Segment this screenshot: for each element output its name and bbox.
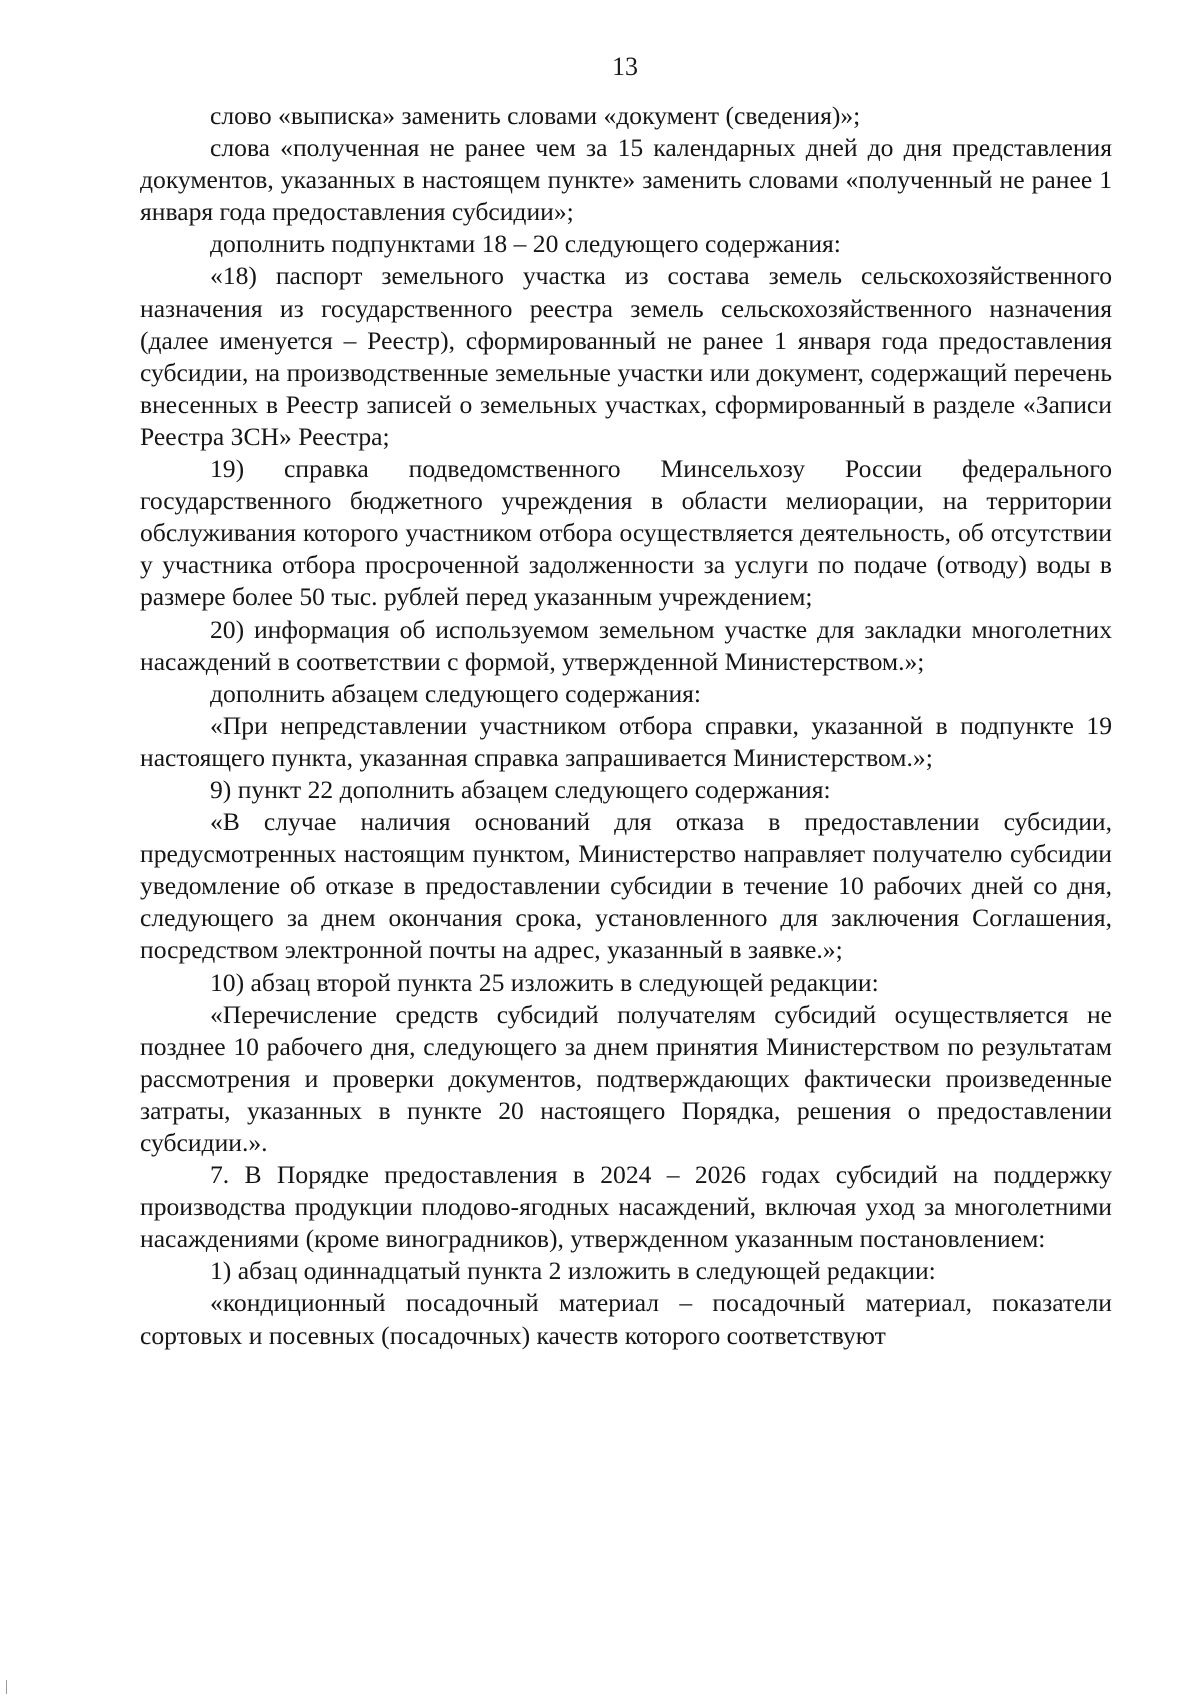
paragraph: «При непредставлении участником отбора справки, указанной в подпункте 19 настоящего пункта, указанная справка запрашивается Министерством.»; — [140, 710, 1112, 772]
paragraph: 10) абзац второй пункта 25 изложить в следующей редакции: — [210, 967, 879, 997]
paragraph: 1) абзац одиннадцатый пункта 2 изложить в следующей редакции: — [210, 1256, 936, 1286]
paragraph: слова «полученная не ранее чем за 15 календарных дней до дня представления документов, указанных в настоящем пункте» заменить словами «полученный не ранее 1 января года предоставления субсидии»; — [140, 133, 1112, 227]
paragraph: дополнить абзацем следующего содержания: — [210, 678, 702, 708]
paragraph: дополнить подпунктами 18 – 20 следующего содержания: — [210, 229, 841, 259]
document-body — [140, 100, 1112, 1352]
scan-edge-mark — [6, 1680, 7, 1694]
paragraph: 7. В Порядке предоставления в 2024 – 2026 годах субсидий на поддержку производства продукции плодово-ягодных насаждений, включая уход за многолетними насаждениями (кроме виноградников), утвержденном указанным постановлением: — [140, 1160, 1112, 1254]
paragraph: 19) справка подведомственного Минсельхозу России федерального государственного бюджетного учреждения в области мелиорации, на территории обслуживания которого участником отбора осуществляется деятельность, об отсутствии у участника отбора просроченной задолженности за услуги по подаче (отводу) воды в размере более 50 тыс. рублей перед указанным учреждением; — [140, 454, 1112, 612]
paragraph: «Перечисление средств субсидий получателям субсидий осуществляется не позднее 10 рабочего дня, следующего за днем принятия Министерством по результатам рассмотрения и проверки документов, подтверждающих фактически произведенные затраты, указанных в пункте 20 настоящего Порядка, решения о предоставлении субсидии.». — [140, 999, 1112, 1157]
paragraph: «кондиционный посадочный материал – посадочный материал, показатели сортовых и посевных (посадочных) качеств которого соответствуют — [140, 1288, 1112, 1350]
paragraph: 9) пункт 22 дополнить абзацем следующего содержания: — [210, 774, 831, 804]
paragraph: «В случае наличия оснований для отказа в предоставлении субсидии, предусмотренных настоящим пунктом, Министерство направляет получателю субсидии уведомление об отказе в предоставлении субсидии в течение 10 рабочих дней со дня, следующего за днем окончания срока, установленного для заключения Соглашения, посредством электронной почты на адрес, указанный в заявке.»; — [140, 807, 1112, 965]
paragraph: 20) информация об используемом земельном участке для закладки многолетних насаждений в соответствии с формой, утвержденной Министерством.»; — [140, 614, 1112, 676]
paragraph: слово «выписка» заменить словами «документ (сведения)»; — [210, 101, 861, 130]
paragraph: «18) паспорт земельного участка из состава земель сельскохозяйственного назначения из государственного реестра земель сельскохозяйственного назначения (далее именуется – Реестр), сформированный не ранее 1 января года предоставления субсидии, на производственные земельные участки или документ, содержащий перечень внесенных в Реестр записей о земельных участках, сформированный в разделе «Записи Реестра ЗСН» Реестра; — [140, 261, 1112, 451]
page-number: 13 — [612, 52, 638, 81]
